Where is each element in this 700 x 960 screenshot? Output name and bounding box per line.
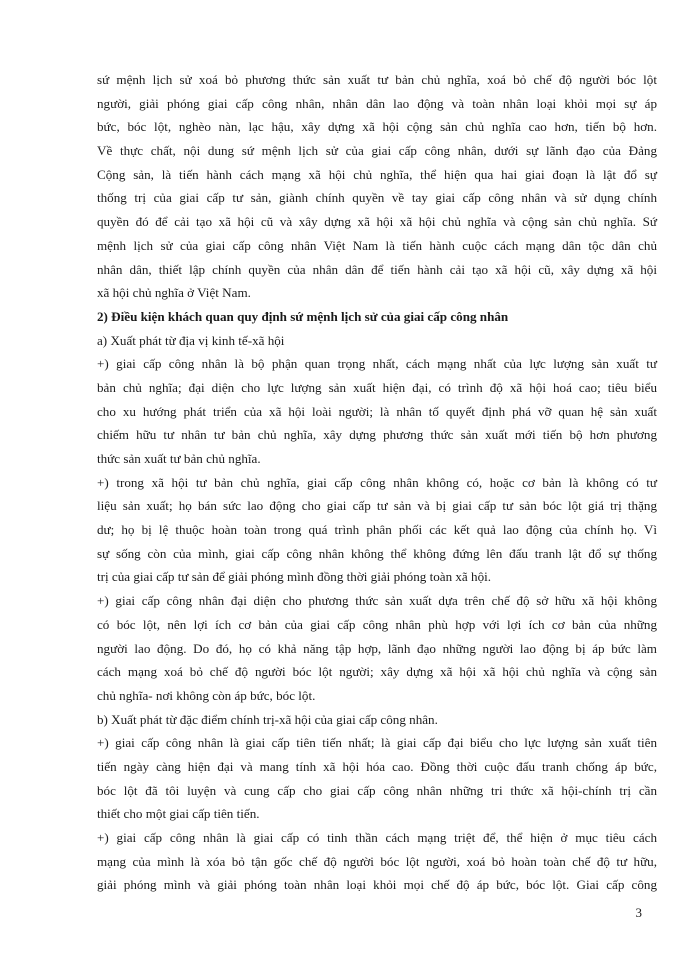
text-line: +) giai cấp công nhân là bộ phận quan trọng nhất, cách mạng nhất của lực lượng sản xuất tư — [97, 356, 657, 372]
text-line: +) giai cấp công nhân đại diện cho phương thức sản xuất dựa trên chế độ sở hữu xã hội không — [97, 593, 657, 609]
text-line: thiết cho một giai cấp tiên tiến. — [97, 806, 260, 822]
text-line: liệu sản xuất; họ bán sức lao động cho giai cấp tư sản và bị giai cấp tư sản bóc lột giá trị thặng — [97, 498, 657, 514]
text-line: +) trong xã hội tư bản chủ nghĩa, giai cấp công nhân không có, hoặc cơ bản là không có tư — [97, 474, 657, 490]
text-line: Về thực chất, nội dung sứ mệnh lịch sử của giai cấp công nhân, dưới sự lãnh đạo của Đảng — [97, 143, 657, 159]
text-line: Cộng sản, là tiến hành cách mạng xã hội chủ nghĩa, thể hiện qua hai giai đoạn là lật đổ sự — [97, 166, 657, 182]
text-line: chiếm hữu tư nhân tư bản chủ nghĩa, xây dựng phương thức sản xuất mới tiến bộ hơn phương — [97, 427, 657, 443]
text-line: bức, bóc lột, nghèo nàn, lạc hậu, xây dựng xã hội cộng sản chủ nghĩa cao hơn, tiến bộ hơn. — [97, 119, 657, 135]
text-line: tiến ngày càng hiện đại và mang tính xã hội hóa cao. Đồng thời cuộc đấu tranh chống áp bức, — [97, 758, 657, 774]
text-line: bản chủ nghĩa; đại diện cho lực lượng sản xuất hiện đại, có trình độ xã hội hoá cao; tiêu biểu — [97, 379, 657, 395]
text-line: nhân dân, thiết lập chính quyền của nhân dân để tiến hành cải tạo xã hội cũ, xây dựng xã hội — [97, 261, 657, 277]
text-line: dư; họ bị lệ thuộc hoàn toàn trong quá trình phân phối các kết quả lao động của chính họ. Vì — [97, 522, 657, 538]
text-line: +) giai cấp công nhân là giai cấp tiên tiến nhất; là giai cấp đại biểu cho lực lượng sản xuất tiên — [97, 735, 657, 751]
text-line: người, giải phóng giai cấp công nhân, nhân dân lao động và toàn nhân loại khỏi mọi sự áp — [97, 95, 657, 111]
text-line: sứ mệnh lịch sử xoá bỏ phương thức sản xuất tư bản chủ nghĩa, xoá bỏ chế độ người bóc lột — [97, 72, 657, 87]
text-line: xã hội chủ nghĩa ở Việt Nam. — [97, 285, 251, 301]
text-line: trị của giai cấp tư sản để giải phóng mình đồng thời giải phóng toàn xã hội. — [97, 569, 492, 585]
text-line: thống trị của giai cấp tư sản, giành chính quyền về tay giai cấp công nhân và sử dụng chính — [97, 190, 657, 206]
text-line: mệnh lịch sử của giai cấp công nhân Việt Nam là tiến hành cuộc cách mạng dân tộc dân chủ — [97, 237, 657, 253]
text-line: cho xu hướng phát triển của xã hội loài người; là nhân tố quyết định phá vỡ quan hệ sản xuất — [97, 403, 657, 419]
text-line: quyền đó để cải tạo xã hội cũ và xây dựng xã hội xã hội chủ nghĩa và cộng sản chủ nghĩa. Sứ — [97, 214, 657, 230]
text-line: giải phóng mình và giải phóng toàn nhân loại khỏi mọi chế độ áp bức, bóc lột. Giai cấp công — [97, 877, 657, 893]
text-line: mạng của mình là xóa bỏ tận gốc chế độ người bóc lột người, xoá bỏ hoàn toàn chế độ tư hữu, — [97, 853, 657, 869]
text-line: bóc lột đã tôi luyện và cung cấp cho giai cấp công nhân những tri thức xã hội-chính trị cần — [97, 782, 657, 798]
section-heading: 2) Điều kiện khách quan quy định sứ mệnh lịch sử của giai cấp công nhân — [97, 308, 509, 324]
text-line: +) giai cấp công nhân là giai cấp có tinh thần cách mạng triệt để, thể hiện ở mục tiêu cách — [97, 830, 657, 845]
page-number: 3 — [635, 905, 642, 920]
text-line: cách mạng xoá bỏ chế độ người bóc lột người; xây dựng xã hội xã hội chủ nghĩa và cộng sản — [97, 664, 657, 680]
text-line: thức sản xuất tư bản chủ nghĩa. — [97, 451, 261, 466]
text-line: sự sống còn của mình, giai cấp công nhân không thể không đứng lên đấu tranh lật đổ sự thống — [97, 545, 657, 561]
text-line: b) Xuất phát từ đặc điểm chính trị-xã hội của giai cấp công nhân. — [97, 711, 438, 727]
body-text — [97, 68, 657, 897]
text-line: người lao động. Do đó, họ có khả năng tập hợp, lãnh đạo những người lao động bị áp bức làm — [97, 640, 657, 656]
text-line: chủ nghĩa- nơi không còn áp bức, bóc lột. — [97, 687, 316, 703]
text-line: có bóc lột, nên lợi ích cơ bản của giai cấp công nhân phù hợp với lợi ích cơ bản của những — [97, 616, 657, 632]
text-line: a) Xuất phát từ địa vị kinh tế-xã hội — [97, 332, 285, 348]
